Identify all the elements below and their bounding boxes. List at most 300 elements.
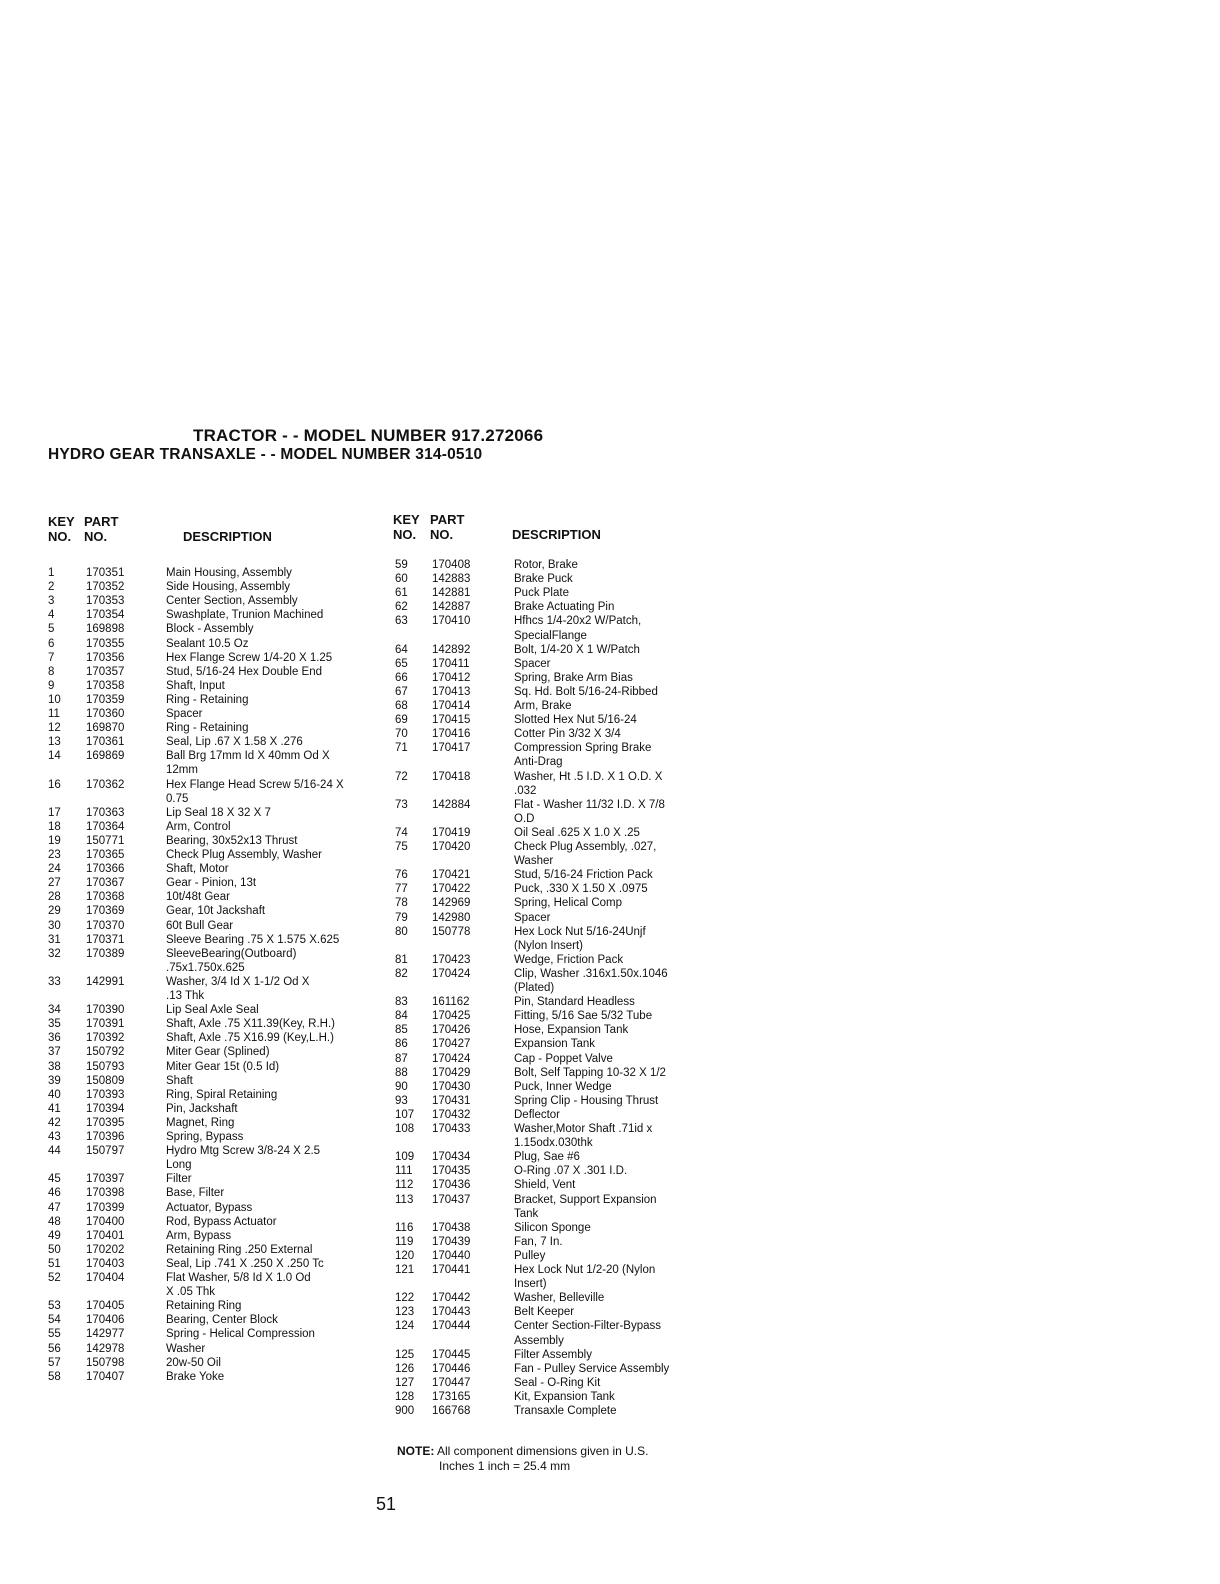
key-number: 79 xyxy=(395,911,408,924)
part-description: Clip, Washer .316x1.50x.1046 xyxy=(514,967,668,980)
part-description: Brake Puck xyxy=(514,573,573,586)
key-number: 116 xyxy=(395,1221,414,1234)
part-number: 170361 xyxy=(86,736,125,749)
part-number: 170432 xyxy=(432,1108,471,1121)
key-number: 5 xyxy=(48,623,55,636)
key-number: 49 xyxy=(48,1229,61,1242)
key-number: 40 xyxy=(48,1088,61,1101)
part-description: Retaining Ring xyxy=(166,1300,242,1313)
key-number: 32 xyxy=(48,947,61,960)
document-subtitle: HYDRO GEAR TRANSAXLE - - MODEL NUMBER 314-0510 xyxy=(48,446,483,463)
key-number: 72 xyxy=(395,770,408,783)
part-description: Compression Spring Brake xyxy=(514,742,652,755)
key-number: 42 xyxy=(48,1116,61,1129)
key-number: 63 xyxy=(395,615,408,628)
key-number: 19 xyxy=(48,834,61,847)
part-description: Brake Yoke xyxy=(166,1370,225,1383)
part-number: 170354 xyxy=(86,609,125,622)
part-description: Washer, 3/4 Id X 1-1/2 Od X xyxy=(166,975,310,988)
part-description: Shield, Vent xyxy=(514,1179,576,1192)
key-number: 23 xyxy=(48,849,61,861)
part-number: 170360 xyxy=(86,708,125,720)
part-number: 170415 xyxy=(432,714,471,727)
key-number: 44 xyxy=(48,1145,61,1158)
part-number: 170426 xyxy=(432,1024,471,1037)
key-number: 34 xyxy=(48,1004,61,1017)
part-description: Ring, Spiral Retaining xyxy=(166,1088,278,1101)
part-number: 170396 xyxy=(86,1131,125,1143)
part-number: 170447 xyxy=(432,1376,471,1389)
part-description: O.D xyxy=(514,812,535,825)
part-description: Arm, Bypass xyxy=(166,1229,232,1242)
part-description: Anti-Drag xyxy=(514,756,563,769)
part-description: Brake Actuating Pin xyxy=(514,601,615,614)
part-description: Spring, Helical Comp xyxy=(514,897,623,910)
key-number: 107 xyxy=(395,1108,415,1121)
part-description: Rod, Bypass Actuator xyxy=(166,1215,277,1228)
part-description: Miter Gear 15t (0.5 Id) xyxy=(166,1060,280,1073)
part-description: Stud, 5/16-24 Hex Double End xyxy=(166,665,322,678)
part-description: Gear - Pinion, 13t xyxy=(166,877,257,890)
part-number: 161162 xyxy=(432,996,470,1009)
part-number: 170351 xyxy=(86,567,125,579)
part-number: 170427 xyxy=(432,1038,471,1051)
part-description: Washer xyxy=(166,1342,206,1355)
part-number: 170369 xyxy=(86,905,125,918)
part-description: Puck, Inner Wedge xyxy=(514,1080,612,1093)
part-description: Cotter Pin 3/32 X 3/4 xyxy=(514,728,621,741)
key-number: 13 xyxy=(48,736,61,749)
key-number: 67 xyxy=(395,685,408,698)
key-number: 7 xyxy=(48,651,55,664)
left-header-part: PART NO. xyxy=(84,514,119,544)
part-number: 170412 xyxy=(432,671,471,684)
document-title: TRACTOR - - MODEL NUMBER 917.272066 xyxy=(193,426,544,445)
part-description: Pulley xyxy=(514,1249,546,1262)
part-number: 169870 xyxy=(86,722,125,735)
part-description: Spring, Bypass xyxy=(166,1131,244,1143)
part-number: 142969 xyxy=(432,897,471,910)
part-description: Shaft, Input xyxy=(166,679,225,692)
part-description: Fan, 7 In. xyxy=(514,1235,563,1248)
key-number: 33 xyxy=(48,975,61,988)
part-number: 170416 xyxy=(432,728,471,741)
key-number: 8 xyxy=(48,665,55,678)
part-number: 170370 xyxy=(86,919,125,932)
part-description: Transaxle Complete xyxy=(514,1405,617,1417)
key-number: 68 xyxy=(395,700,408,712)
page-number: 51 xyxy=(376,1494,397,1514)
part-description: Plug, Sae #6 xyxy=(514,1151,580,1164)
part-description: Kit, Expansion Tank xyxy=(514,1390,615,1403)
part-description: Seal, Lip .741 X .250 X .250 Tc xyxy=(166,1257,324,1270)
part-description: Spring, Brake Arm Bias xyxy=(514,671,633,684)
key-number: 31 xyxy=(48,933,61,946)
part-number: 150793 xyxy=(86,1060,125,1073)
key-number: 51 xyxy=(48,1257,61,1270)
part-number: 169869 xyxy=(86,750,125,763)
key-number: 84 xyxy=(395,1010,408,1023)
part-description: (Plated) xyxy=(514,982,555,994)
part-number: 142980 xyxy=(432,911,471,924)
key-number: 82 xyxy=(395,967,408,980)
part-number: 170424 xyxy=(432,967,471,980)
part-number: 142881 xyxy=(432,587,471,600)
part-description: Hex Flange Screw 1/4-20 X 1.25 xyxy=(166,651,333,664)
key-number: 24 xyxy=(48,863,61,876)
part-description: Hydro Mtg Screw 3/8-24 X 2.5 xyxy=(166,1145,321,1158)
part-description: Lip Seal Axle Seal xyxy=(166,1004,259,1017)
part-number: 170352 xyxy=(86,581,125,594)
key-number: 53 xyxy=(48,1300,61,1313)
part-number: 170424 xyxy=(432,1052,471,1065)
part-description: 20w-50 Oil xyxy=(166,1356,221,1369)
key-number: 128 xyxy=(395,1390,415,1403)
part-number: 170362 xyxy=(86,778,125,791)
key-number: 88 xyxy=(395,1066,408,1079)
part-number: 170357 xyxy=(86,665,125,678)
key-number: 41 xyxy=(48,1102,61,1115)
key-number: 18 xyxy=(48,820,61,833)
part-description: Hex Flange Head Screw 5/16-24 X xyxy=(166,778,344,791)
dimension-note xyxy=(397,1444,648,1474)
part-number: 170438 xyxy=(432,1221,471,1234)
part-number: 170407 xyxy=(86,1370,125,1383)
key-number: 74 xyxy=(395,826,408,839)
key-number: 61 xyxy=(395,587,408,600)
key-number: 12 xyxy=(48,722,61,735)
key-number: 111 xyxy=(395,1165,413,1178)
part-description: Washer, Ht .5 I.D. X 1 O.D. X xyxy=(514,770,663,783)
part-description: Gear, 10t Jackshaft xyxy=(166,905,266,918)
key-number: 54 xyxy=(48,1314,61,1327)
key-number: 43 xyxy=(48,1131,61,1143)
part-number: 170435 xyxy=(432,1165,471,1178)
part-description: Hex Lock Nut 1/2-20 (Nylon xyxy=(514,1264,656,1276)
part-description: .75x1.750x.625 xyxy=(166,961,245,974)
part-description: Bolt, Self Tapping 10-32 X 1/2 xyxy=(514,1066,666,1079)
part-description: Slotted Hex Nut 5/16-24 xyxy=(514,714,637,727)
part-number: 170395 xyxy=(86,1116,125,1129)
part-description: Pin, Jackshaft xyxy=(166,1102,238,1115)
part-description: Shaft, Axle .75 X16.99 (Key,L.H.) xyxy=(166,1032,334,1045)
key-number: 80 xyxy=(395,925,408,938)
part-description: Bracket, Support Expansion xyxy=(514,1193,657,1206)
part-description: Hfhcs 1/4-20x2 W/Patch, xyxy=(514,615,642,628)
part-description: Ring - Retaining xyxy=(166,722,249,735)
key-number: 126 xyxy=(395,1362,415,1375)
key-number: 6 xyxy=(48,637,55,650)
part-description: Shaft, Axle .75 X11.39(Key, R.H.) xyxy=(166,1018,335,1031)
part-number: 170441 xyxy=(432,1264,471,1276)
part-number: 170406 xyxy=(86,1314,125,1327)
part-number: 170202 xyxy=(86,1243,125,1256)
key-number: 124 xyxy=(395,1320,415,1333)
part-number: 170444 xyxy=(432,1320,471,1333)
part-number: 142883 xyxy=(432,573,471,586)
part-description: 0.75 xyxy=(166,792,189,805)
key-number: 120 xyxy=(395,1249,415,1262)
part-number: 170434 xyxy=(432,1151,471,1164)
part-number: 166768 xyxy=(432,1405,471,1417)
part-description: Cap - Poppet Valve xyxy=(514,1052,613,1065)
key-number: 2 xyxy=(48,581,55,594)
part-number: 170366 xyxy=(86,863,125,876)
part-description: Spacer xyxy=(514,911,551,924)
part-number: 170390 xyxy=(86,1004,125,1017)
part-description: Main Housing, Assembly xyxy=(166,567,292,579)
part-description: Expansion Tank xyxy=(514,1038,595,1051)
part-description: Side Housing, Assembly xyxy=(166,581,291,594)
part-number: 170425 xyxy=(432,1010,471,1023)
key-number: 38 xyxy=(48,1060,61,1073)
part-description: Sleeve Bearing .75 X 1.575 X.625 xyxy=(166,933,340,946)
key-number: 87 xyxy=(395,1052,408,1065)
key-number: 81 xyxy=(395,953,408,966)
part-description: Lip Seal 18 X 32 X 7 xyxy=(166,806,271,819)
part-description: Miter Gear (Splined) xyxy=(166,1046,270,1059)
right-header-part: PART NO. xyxy=(430,512,465,542)
part-description: Assembly xyxy=(514,1334,564,1347)
part-description: Bearing, 30x52x13 Thrust xyxy=(166,834,298,847)
part-description: Center Section-Filter-Bypass xyxy=(514,1320,661,1333)
part-number: 142991 xyxy=(86,975,125,988)
part-description: Center Section, Assembly xyxy=(166,595,298,608)
part-number: 170430 xyxy=(432,1080,471,1093)
part-number: 170371 xyxy=(86,933,125,946)
part-number: 150809 xyxy=(86,1074,125,1087)
part-number: 150797 xyxy=(86,1145,125,1158)
key-number: 37 xyxy=(48,1046,61,1059)
key-number: 77 xyxy=(395,883,408,896)
part-description: Arm, Brake xyxy=(514,700,572,712)
part-description: Retaining Ring .250 External xyxy=(166,1243,313,1256)
key-number: 119 xyxy=(395,1235,414,1248)
part-description: Spacer xyxy=(514,657,551,670)
part-description: Hex Lock Nut 5/16-24Unjf xyxy=(514,925,646,938)
key-number: 90 xyxy=(395,1080,408,1093)
part-number: 170397 xyxy=(86,1173,125,1186)
key-number: 10 xyxy=(48,693,61,706)
key-number: 113 xyxy=(395,1193,414,1206)
key-number: 27 xyxy=(48,877,61,890)
note-label: NOTE: xyxy=(397,1444,435,1458)
part-number: 170358 xyxy=(86,679,125,692)
part-number: 170421 xyxy=(432,869,471,882)
key-number: 123 xyxy=(395,1306,415,1319)
part-description: Washer,Motor Shaft .71id x xyxy=(514,1123,653,1135)
part-description: Swashplate, Trunion Machined xyxy=(166,609,324,622)
key-number: 70 xyxy=(395,728,408,741)
part-number: 170417 xyxy=(432,742,471,755)
part-number: 170401 xyxy=(86,1229,125,1242)
part-description: Ball Brg 17mm Id X 40mm Od X xyxy=(166,750,330,763)
key-number: 4 xyxy=(48,609,55,622)
part-description: Magnet, Ring xyxy=(166,1116,235,1129)
part-description: Puck Plate xyxy=(514,587,569,600)
part-description: Filter xyxy=(166,1173,192,1186)
part-number: 170365 xyxy=(86,849,125,861)
part-description: Spring Clip - Housing Thrust xyxy=(514,1094,659,1107)
part-number: 173165 xyxy=(432,1390,471,1403)
key-number: 17 xyxy=(48,806,61,819)
part-description: SpecialFlange xyxy=(514,629,587,642)
part-number: 170367 xyxy=(86,877,125,890)
key-number: 62 xyxy=(395,601,408,614)
part-number: 170413 xyxy=(432,685,471,698)
part-number: 170437 xyxy=(432,1193,471,1206)
part-number: 142977 xyxy=(86,1328,125,1341)
left-header-key: KEY NO. xyxy=(48,514,75,544)
part-number: 170440 xyxy=(432,1249,471,1262)
part-description: Washer, Belleville xyxy=(514,1292,605,1305)
key-number: 112 xyxy=(395,1179,414,1192)
key-number: 900 xyxy=(395,1405,415,1417)
part-description: Block - Assembly xyxy=(166,623,254,636)
part-description: Pin, Standard Headless xyxy=(514,996,635,1009)
part-number: 142892 xyxy=(432,643,471,656)
right-header-key: KEY NO. xyxy=(393,512,420,542)
part-number: 170419 xyxy=(432,826,471,839)
key-number: 66 xyxy=(395,671,408,684)
part-number: 170445 xyxy=(432,1348,471,1361)
part-description: Sealant 10.5 Oz xyxy=(166,637,249,650)
part-description: 10t/48t Gear xyxy=(166,891,230,904)
part-number: 170363 xyxy=(86,806,125,819)
part-description: O-Ring .07 X .301 I.D. xyxy=(514,1165,628,1178)
part-number: 170410 xyxy=(432,615,471,628)
key-number: 85 xyxy=(395,1024,408,1037)
key-number: 16 xyxy=(48,778,61,791)
key-number: 29 xyxy=(48,905,61,918)
part-description: 12mm xyxy=(166,764,198,777)
part-number: 170418 xyxy=(432,770,471,783)
part-number: 150778 xyxy=(432,925,471,938)
key-number: 59 xyxy=(395,559,408,571)
part-number: 150798 xyxy=(86,1356,125,1369)
part-number: 142884 xyxy=(432,798,471,811)
part-number: 170356 xyxy=(86,651,125,664)
key-number: 108 xyxy=(395,1123,415,1135)
part-number: 170353 xyxy=(86,595,125,608)
part-description: Puck, .330 X 1.50 X .0975 xyxy=(514,883,648,896)
part-description: Fan - Pulley Service Assembly xyxy=(514,1362,670,1375)
part-description: (Nylon Insert) xyxy=(514,939,584,952)
note-line1: All component dimensions given in U.S. xyxy=(437,1444,649,1458)
part-number: 169898 xyxy=(86,623,125,636)
part-number: 170364 xyxy=(86,820,125,833)
part-description: Spacer xyxy=(166,708,203,720)
key-number: 109 xyxy=(395,1151,415,1164)
left-header-description: DESCRIPTION xyxy=(183,529,272,544)
part-description: Oil Seal .625 X 1.0 X .25 xyxy=(514,826,640,839)
part-description: Check Plug Assembly, Washer xyxy=(166,849,322,861)
part-number: 170400 xyxy=(86,1215,125,1228)
part-number: 170398 xyxy=(86,1187,125,1200)
key-number: 57 xyxy=(48,1356,61,1369)
key-number: 55 xyxy=(48,1328,61,1341)
part-description: Filter Assembly xyxy=(514,1348,592,1361)
part-description: Shaft, Motor xyxy=(166,863,229,876)
part-description: Spring - Helical Compression xyxy=(166,1328,315,1341)
part-description: Flat Washer, 5/8 Id X 1.0 Od xyxy=(166,1272,311,1284)
part-description: Deflector xyxy=(514,1108,561,1121)
key-number: 9 xyxy=(48,679,55,692)
part-description: Fitting, 5/16 Sae 5/32 Tube xyxy=(514,1010,653,1023)
part-number: 170442 xyxy=(432,1292,471,1305)
part-number: 170389 xyxy=(86,947,125,960)
part-number: 170429 xyxy=(432,1066,471,1079)
key-number: 83 xyxy=(395,996,408,1009)
part-description: 60t Bull Gear xyxy=(166,919,234,932)
part-number: 170359 xyxy=(86,693,125,706)
part-description: Rotor, Brake xyxy=(514,559,578,571)
key-number: 36 xyxy=(48,1032,61,1045)
key-number: 73 xyxy=(395,798,408,811)
right-header-description: DESCRIPTION xyxy=(512,527,601,542)
part-number: 170436 xyxy=(432,1179,471,1192)
key-number: 28 xyxy=(48,891,61,904)
key-number: 48 xyxy=(48,1215,61,1228)
part-number: 170433 xyxy=(432,1123,471,1135)
key-number: 76 xyxy=(395,869,408,882)
key-number: 39 xyxy=(48,1074,61,1087)
part-description: Wedge, Friction Pack xyxy=(514,953,624,966)
part-description: Ring - Retaining xyxy=(166,693,249,706)
part-number: 170439 xyxy=(432,1235,471,1248)
key-number: 60 xyxy=(395,573,408,586)
part-number: 170411 xyxy=(432,657,470,670)
part-number: 170399 xyxy=(86,1201,125,1214)
part-description: Flat - Washer 11/32 I.D. X 7/8 xyxy=(514,798,665,811)
key-number: 93 xyxy=(395,1094,408,1107)
part-number: 170392 xyxy=(86,1032,125,1045)
part-number: 170443 xyxy=(432,1306,471,1319)
part-description: Hose, Expansion Tank xyxy=(514,1024,629,1037)
key-number: 65 xyxy=(395,657,408,670)
part-number: 142978 xyxy=(86,1342,125,1355)
part-number: 170391 xyxy=(86,1018,125,1031)
key-number: 121 xyxy=(395,1264,415,1276)
key-number: 69 xyxy=(395,714,408,727)
key-number: 78 xyxy=(395,897,408,910)
part-number: 170404 xyxy=(86,1272,125,1284)
part-description: Shaft xyxy=(166,1074,193,1087)
key-number: 71 xyxy=(395,742,408,755)
key-number: 1 xyxy=(48,567,55,579)
part-number: 170414 xyxy=(432,700,471,712)
part-number: 170355 xyxy=(86,637,125,650)
key-number: 45 xyxy=(48,1173,61,1186)
part-number: 170431 xyxy=(432,1094,471,1107)
part-description: Base, Filter xyxy=(166,1187,225,1200)
key-number: 14 xyxy=(48,750,61,763)
key-number: 56 xyxy=(48,1342,61,1355)
part-description: Insert) xyxy=(514,1278,547,1291)
part-description: Seal - O-Ring Kit xyxy=(514,1376,601,1389)
key-number: 11 xyxy=(48,708,60,720)
part-number: 170394 xyxy=(86,1102,125,1115)
part-description: Tank xyxy=(514,1207,539,1220)
key-number: 30 xyxy=(48,919,61,932)
part-number: 170446 xyxy=(432,1362,471,1375)
part-description: .13 Thk xyxy=(166,990,205,1002)
part-description: 1.15odx.030thk xyxy=(514,1137,593,1150)
key-number: 75 xyxy=(395,841,408,853)
part-number: 150771 xyxy=(86,834,125,847)
note-line2: Inches 1 inch = 25.4 mm xyxy=(439,1459,571,1473)
part-number: 170422 xyxy=(432,883,471,896)
